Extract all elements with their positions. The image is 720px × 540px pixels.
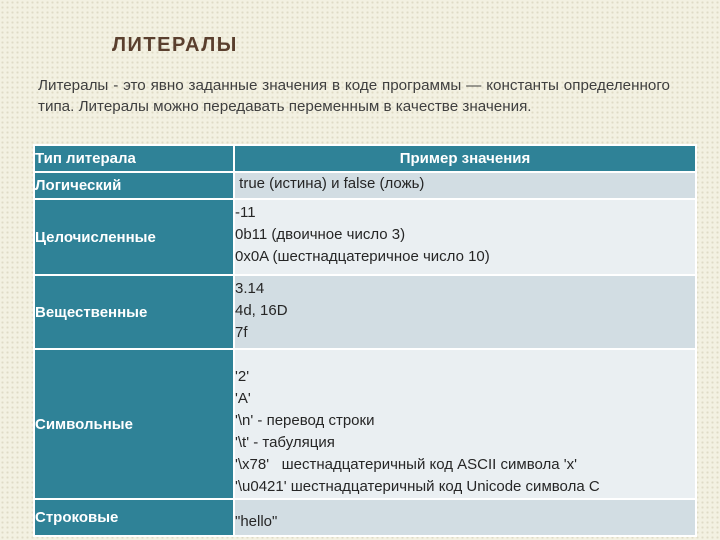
value-line: '\x78' шестнадцатеричный код ASCII символа 'x' <box>235 456 578 473</box>
table-row-char <box>34 349 696 499</box>
value-line: -11 <box>235 204 256 221</box>
value-line: '\t' - табуляция <box>235 434 335 451</box>
literals-table <box>33 144 697 537</box>
value-line: 4d, 16D <box>235 302 288 319</box>
value-line: 7f <box>235 324 248 341</box>
value-line: "hello" <box>235 513 278 530</box>
value-line: 0x0A (шестнадцатеричное число 10) <box>235 248 490 265</box>
header-type: Тип литерала <box>34 145 234 172</box>
value-cell <box>234 199 696 275</box>
value-line: 'A' <box>235 390 251 407</box>
value-cell <box>234 499 696 536</box>
table-row-boolean <box>34 172 696 199</box>
type-cell: Целочисленные <box>34 199 234 275</box>
slide-title: ЛИТЕРАЛЫ <box>112 34 238 56</box>
value-cell <box>234 275 696 349</box>
table-row-integer <box>34 199 696 275</box>
value-line: 3.14 <box>235 280 265 297</box>
value-cell <box>234 349 696 499</box>
intro-paragraph <box>38 75 670 117</box>
table-header-row <box>34 145 696 172</box>
type-cell: Строковые <box>34 499 234 536</box>
value-line: true (истина) и false (ложь) <box>235 175 425 192</box>
intro-text-part2: Литералы можно передавать переменным в качестве значения. <box>78 98 532 115</box>
value-cell <box>234 172 696 199</box>
value-line: '\u0421' шестнадцатеричный код Unicode символа С <box>235 478 600 495</box>
value-line: '\n' - перевод строки <box>235 412 375 429</box>
type-cell: Вещественные <box>34 275 234 349</box>
value-line: 0b11 (двоичное число 3) <box>235 226 406 243</box>
table-row-string <box>34 499 696 536</box>
type-cell: Символьные <box>34 349 234 499</box>
header-example: Пример значения <box>234 145 696 172</box>
table-row-float <box>34 275 696 349</box>
value-line: '2' <box>235 368 250 385</box>
intro-text-part1: Литералы - это явно заданные значения в коде программы — константы определенного типа. <box>38 77 670 115</box>
type-cell: Логический <box>34 172 234 199</box>
